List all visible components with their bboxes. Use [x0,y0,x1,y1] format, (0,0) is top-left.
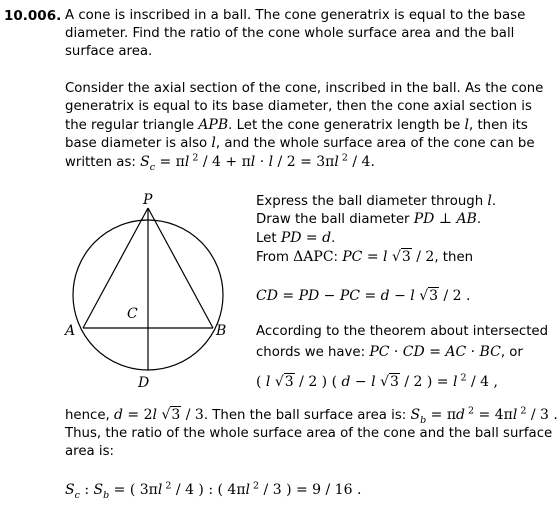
cone-surface-formula: written as: $S_c = \pi l$ $^2$ / 4 + πl · l / 2 = 3πl $^2$ / 4. [65,152,375,173]
solution-line-1: Consider the axial section of the cone, inscribed in the ball. As the cone [65,81,544,96]
hence-line: hence, d = 2l √3 / 3. Then the ball surface area is: $S_b = \pi d$ $^2$ = 4πl $^2$ / 3 . [65,405,558,426]
solution-line-2: generatrix is equal to its base diameter, then the cone axial section is [65,99,532,114]
problem-number: 10.006. [4,8,62,24]
step-express: Express the ball diameter through l. [256,193,497,209]
label-c: C [127,306,138,322]
theorem-line-1: According to the theorem about intersected [256,324,549,339]
label-d: D [138,375,150,391]
label-b: B [216,323,227,339]
label-p: P [143,192,153,208]
step-from-triangle: From ΔAPC: PC = l √3 / 2, then [256,249,474,265]
cone-section-figure [55,190,255,390]
problem-statement-line-1: A cone is inscribed in a ball. The cone generatrix is equal to the base [65,8,526,23]
triangle-side-pa [83,208,148,328]
label-a: A [65,323,76,339]
theorem-line-2: chords we have: PC · CD = AC · BC, or [256,344,523,360]
problem-statement-line-3: surface area. [65,44,153,59]
triangle-side-pb [148,208,213,328]
solution-line-4: base diameter is also l, and the whole surface area of the cone can be [65,135,535,151]
step-draw-diameter: Draw the ball diameter PD ⊥ AB. [256,211,482,227]
thus-line-1: Thus, the ratio of the whole surface area of the cone and the ball surface [65,426,553,441]
step-let: Let PD = d. [256,230,336,246]
formula-cd: CD = PD − PC = d − l √3 / 2 . [256,288,471,304]
final-ratio: $S_c$ : $S_b$ = ( 3πl $^2$ / 4 ) : ( 4πl $^2$ / 3 ) = 9 / 16 . [65,480,362,501]
formula-chords: ( l √3 / 2 ) ( d − l √3 / 2 ) = l $^2$ / 4 , [256,372,498,390]
thus-line-2: area is: [65,444,114,459]
problem-statement-line-2: diameter. Find the ratio of the cone whole surface area and the ball [65,26,515,41]
solution-line-3: the regular triangle APB. Let the cone generatrix length be l, then its [65,117,528,133]
